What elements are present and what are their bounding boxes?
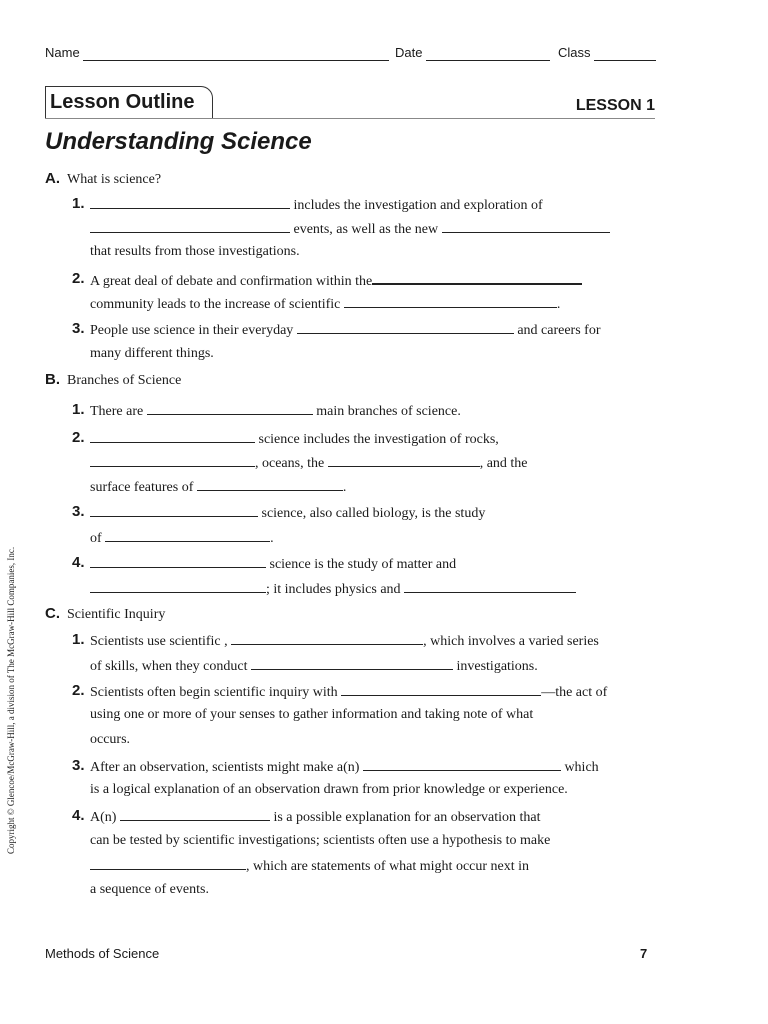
item-text: , which are statements of what might occur next in — [246, 859, 530, 874]
item-text: that results from those investigations. — [90, 244, 300, 259]
section-letter: C. — [45, 605, 60, 622]
item-text: occurs. — [90, 732, 131, 747]
item-text: . — [342, 480, 347, 495]
section-title: What is science? — [67, 172, 162, 187]
section-a-heading — [45, 170, 161, 188]
item-number: 3. — [72, 503, 85, 520]
item-text: , and the — [479, 456, 528, 471]
item-text: investigations. — [456, 659, 538, 674]
item-text: can be tested by scientific investigations; scientists often use a hypothesis to make — [90, 833, 551, 848]
item-text: main branches of science. — [316, 404, 461, 419]
lesson-number: LESSON 1 — [575, 97, 655, 114]
item-text: many different things. — [90, 346, 214, 361]
item-text: A great deal of debate and confirmation within the — [90, 274, 373, 289]
answer-blank[interactable] — [341, 683, 541, 696]
copyright-sidebar — [6, 520, 20, 860]
item-text: , oceans, the — [255, 456, 325, 471]
item-number: 1. — [72, 401, 85, 418]
answer-blank[interactable] — [90, 555, 266, 568]
answer-blank[interactable] — [90, 196, 290, 209]
item-number: 4. — [72, 807, 85, 824]
item-text: After an observation, scientists might make a(n) — [90, 760, 360, 775]
copyright-text: Copyright © Glencoe/McGraw-Hill, a division of The McGraw-Hill Companies, Inc. — [6, 546, 16, 854]
item-number: 2. — [72, 270, 85, 287]
item-number: 3. — [72, 320, 85, 337]
answer-blank[interactable] — [120, 808, 270, 821]
answer-blank[interactable] — [90, 430, 255, 443]
answer-blank[interactable] — [297, 321, 514, 334]
item-text: of — [90, 531, 102, 546]
item-text: Scientists often begin scientific inquiry with — [90, 685, 338, 700]
section-c-heading — [45, 605, 165, 623]
answer-blank[interactable] — [404, 580, 576, 593]
item-number: 3. — [72, 757, 85, 774]
item-text: of skills, when they conduct — [90, 659, 248, 674]
item-text: science includes the investigation of rocks, — [258, 432, 499, 447]
item-number: 1. — [72, 195, 85, 212]
item-number: 2. — [72, 682, 85, 699]
section-letter: A. — [45, 170, 60, 187]
item-text: science, also called biology, is the study — [261, 506, 486, 521]
answer-blank[interactable] — [231, 632, 423, 645]
date-label: Date — [395, 45, 423, 60]
name-field[interactable] — [83, 60, 389, 61]
answer-blank[interactable] — [90, 220, 290, 233]
section-b-heading — [45, 371, 181, 389]
date-field[interactable] — [426, 60, 550, 61]
answer-blank[interactable] — [90, 580, 266, 593]
item-text: community leads to the increase of scientific — [90, 297, 341, 312]
item-text: , which involves a varied series — [423, 634, 599, 649]
answer-blank[interactable] — [344, 295, 557, 308]
item-text: Scientists use scientific , — [90, 634, 228, 649]
answer-blank[interactable] — [363, 758, 561, 771]
lesson-outline-title: Lesson Outline — [50, 91, 195, 113]
answer-blank[interactable] — [328, 454, 480, 467]
item-text: events, as well as the new — [293, 222, 439, 237]
section-letter: B. — [45, 371, 60, 388]
item-text: a sequence of events. — [90, 882, 209, 897]
section-title: Branches of Science — [67, 373, 182, 388]
answer-blank[interactable] — [372, 271, 582, 285]
answer-blank[interactable] — [90, 857, 246, 870]
header-rule — [45, 118, 655, 119]
item-text: includes the investigation and exploration of — [293, 198, 543, 213]
item-text: which — [564, 760, 599, 775]
footer-chapter: Methods of Science — [45, 946, 160, 961]
answer-blank[interactable] — [147, 402, 313, 415]
item-number: 2. — [72, 429, 85, 446]
answer-blank[interactable] — [105, 529, 270, 542]
student-info-row — [45, 45, 657, 63]
item-text: is a logical explanation of an observation drawn from prior knowledge or experience. — [90, 782, 568, 797]
item-text: and careers for — [517, 323, 601, 338]
item-text: using one or more of your senses to gather information and taking note of what — [90, 707, 534, 722]
answer-blank[interactable] — [251, 657, 453, 670]
item-text: ; it includes physics and — [266, 582, 401, 597]
item-text: A(n) — [90, 810, 117, 825]
item-number: 1. — [72, 631, 85, 648]
class-label: Class — [558, 45, 591, 60]
item-text: . — [270, 531, 274, 546]
answer-blank[interactable] — [197, 478, 343, 491]
section-title: Scientific Inquiry — [67, 607, 166, 622]
class-field[interactable] — [594, 60, 656, 61]
item-text: People use science in their everyday — [90, 323, 294, 338]
page-title: Understanding Science — [45, 128, 312, 155]
page-number: 7 — [640, 946, 648, 961]
item-text: surface features of — [90, 480, 194, 495]
item-text: . — [556, 297, 561, 312]
answer-blank[interactable] — [90, 454, 255, 467]
answer-blank[interactable] — [442, 220, 610, 233]
item-number: 4. — [72, 554, 85, 571]
name-label: Name — [45, 45, 80, 60]
item-text: There are — [90, 404, 144, 419]
item-text: science is the study of matter and — [269, 557, 457, 572]
item-text: is a possible explanation for an observation that — [273, 810, 541, 825]
answer-blank[interactable] — [90, 504, 258, 517]
item-text: —the act of — [541, 685, 608, 700]
